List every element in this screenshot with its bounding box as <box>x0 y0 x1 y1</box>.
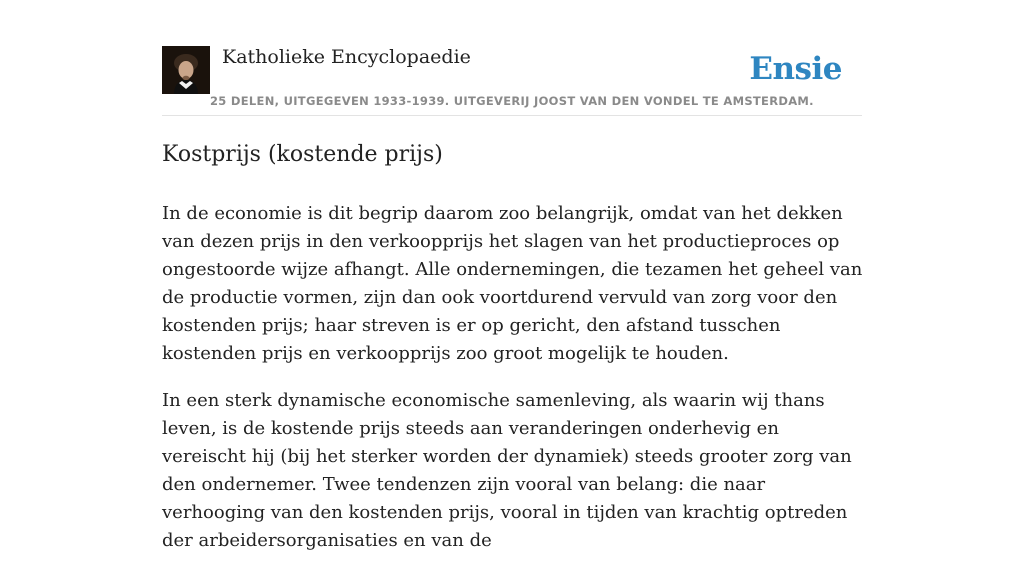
portrait-icon <box>162 46 210 94</box>
brand-logo-link[interactable]: Ensie <box>749 51 842 87</box>
publication-subtitle: 25 DELEN, UITGEGEVEN 1933-1939. UITGEVERIJ JOOST VAN DEN VONDEL TE AMSTERDAM. <box>210 94 814 108</box>
article <box>162 140 864 574</box>
article-paragraph: In een sterk dynamische economische samenleving, als waarin wij thans leven, is de kostende prijs steeds aan veranderingen onderhevig en vereischt hij (bij het sterker worden der dynamiek) steeds grooter zorg van den ondernemer. Twee tendenzen zijn vooral van belang: die naar verhooging van den kostenden prijs, vooral in tijden van krachtig optreden der arbeidersorganisaties en van de <box>162 390 852 551</box>
article-paragraph: In de economie is dit begrip daarom zoo belangrijk, omdat van het dekken van dezen prijs in den verkoopprijs het slagen van het productieproces op ongestoorde wijze afhangt. Alle ondernemingen, die tezamen het geheel van de productie vormen, zijn dan ook voortdurend vervuld van zorg voor den kostenden prijs; haar streven is er op gericht, den afstand tusschen kostenden prijs en verkoopprijs zoo groot mogelijk te houden. <box>162 203 863 364</box>
article-title: Kostprijs (kostende prijs) <box>162 142 443 167</box>
publication-avatar[interactable] <box>162 46 210 94</box>
publication-title[interactable]: Katholieke Encyclopaedie <box>222 46 471 68</box>
publication-header <box>162 45 862 116</box>
